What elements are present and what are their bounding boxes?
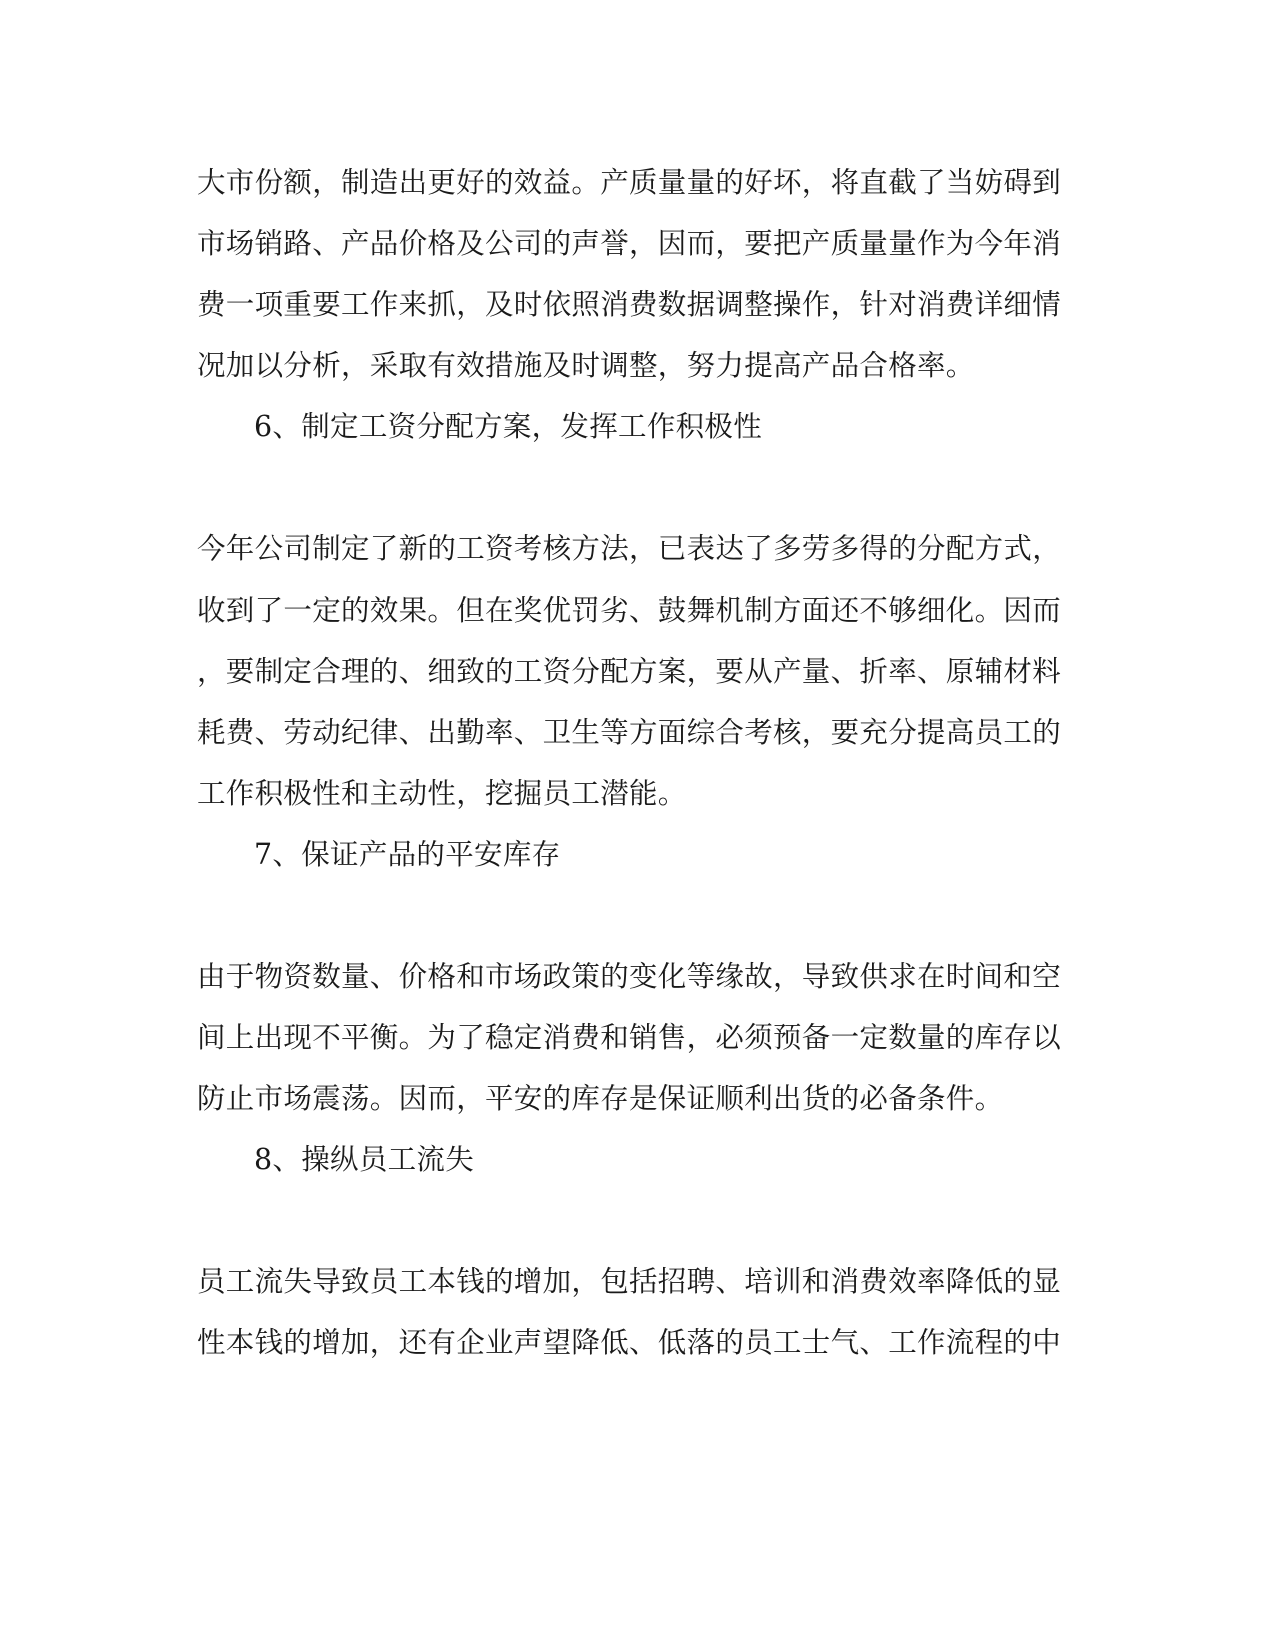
paragraph-line: 收到了一定的效果。但在奖优罚劣、鼓舞机制方面还不够细化。因而 [197,594,1062,627]
paragraph-line: 大市份额，制造出更好的效益。产质量量的好坏，将直截了当妨碍到 [197,166,1062,199]
section-heading-6: 6、制定工资分配方案，发挥工作积极性 [254,410,763,443]
paragraph-line: 今年公司制定了新的工资考核方法，已表达了多劳多得的分配方式， [197,532,1062,565]
paragraph-line: 由于物资数量、价格和市场政策的变化等缘故，导致供求在时间和空 [197,960,1062,993]
paragraph-line: 防止市场震荡。因而，平安的库存是保证顺利出货的必备条件。 [197,1082,1004,1115]
section-heading-7: 7、保证产品的平安库存 [254,838,561,871]
paragraph-line: 费一项重要工作来抓，及时依照消费数据调整操作，针对消费详细情 [197,288,1062,321]
paragraph-line: 间上出现不平衡。为了稳定消费和销售，必须预备一定数量的库存以 [197,1021,1062,1054]
paragraph-line: 员工流失导致员工本钱的增加，包括招聘、培训和消费效率降低的显 [197,1265,1062,1298]
paragraph-line: 况加以分析，采取有效措施及时调整，努力提高产品合格率。 [197,349,975,382]
paragraph-line: ，要制定合理的、细致的工资分配方案，要从产量、折率、原辅材料 [197,655,1062,688]
section-heading-8: 8、操纵员工流失 [254,1143,475,1176]
paragraph-line: 性本钱的增加，还有企业声望降低、低落的员工士气、工作流程的中 [197,1326,1062,1359]
paragraph-line: 工作积极性和主动性，挖掘员工潜能。 [197,777,687,810]
paragraph-line: 市场销路、产品价格及公司的声誉，因而，要把产质量量作为今年消 [197,227,1062,260]
paragraph-line: 耗费、劳动纪律、出勤率、卫生等方面综合考核，要充分提高员工的 [197,716,1062,749]
